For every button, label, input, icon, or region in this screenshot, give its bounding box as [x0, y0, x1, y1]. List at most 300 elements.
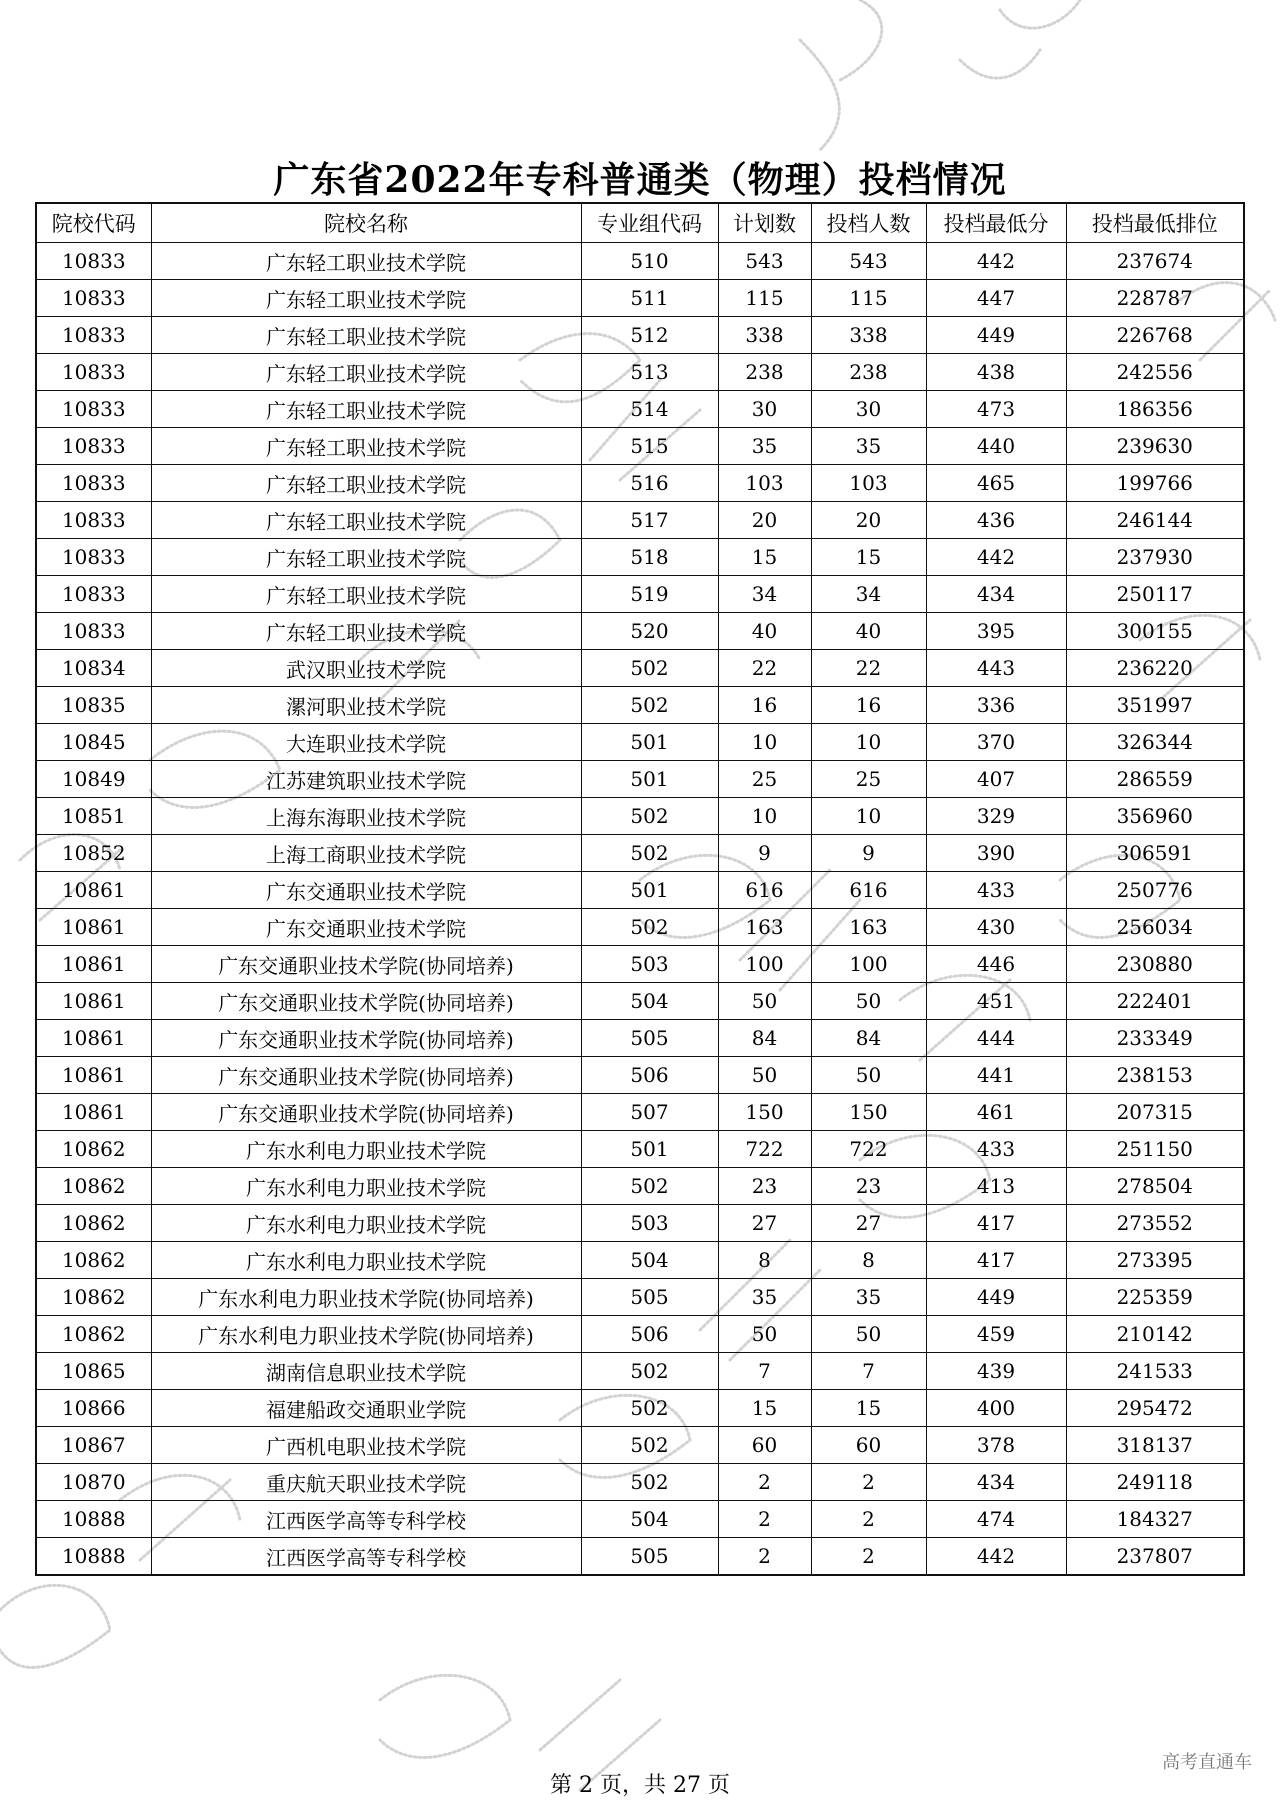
cell-min-rank: 199766 [1066, 465, 1244, 502]
cell-school-code: 10851 [36, 798, 151, 835]
cell-school-code: 10849 [36, 761, 151, 798]
cell-plan-count: 35 [718, 1279, 811, 1316]
cell-plan-count: 100 [718, 946, 811, 983]
cell-min-rank: 184327 [1066, 1501, 1244, 1538]
cell-school-name: 广东轻工职业技术学院 [151, 465, 581, 502]
cell-plan-count: 60 [718, 1427, 811, 1464]
cell-school-name: 广东交通职业技术学院 [151, 909, 581, 946]
cell-min-rank: 250117 [1066, 576, 1244, 613]
cell-school-code: 10833 [36, 465, 151, 502]
cell-plan-count: 50 [718, 1316, 811, 1353]
cell-plan-count: 20 [718, 502, 811, 539]
cell-admitted-count: 50 [811, 983, 926, 1020]
cell-min-score: 459 [926, 1316, 1066, 1353]
cell-min-score: 443 [926, 650, 1066, 687]
table-row [36, 539, 1244, 576]
cell-school-name: 广东交通职业技术学院(协同培养) [151, 946, 581, 983]
cell-plan-count: 9 [718, 835, 811, 872]
cell-min-rank: 318137 [1066, 1427, 1244, 1464]
cell-plan-count: 7 [718, 1353, 811, 1390]
cell-group-code: 502 [581, 1353, 718, 1390]
cell-group-code: 502 [581, 798, 718, 835]
cell-min-rank: 251150 [1066, 1131, 1244, 1168]
brand-label: 高考直通车 [1162, 1752, 1252, 1773]
cell-min-rank: 351997 [1066, 687, 1244, 724]
cell-school-code: 10865 [36, 1353, 151, 1390]
cell-school-code: 10866 [36, 1390, 151, 1427]
cell-admitted-count: 10 [811, 724, 926, 761]
cell-group-code: 502 [581, 1464, 718, 1501]
cell-plan-count: 8 [718, 1242, 811, 1279]
cell-admitted-count: 2 [811, 1501, 926, 1538]
cell-admitted-count: 23 [811, 1168, 926, 1205]
table-row [36, 317, 1244, 354]
cell-school-code: 10833 [36, 317, 151, 354]
cell-min-rank: 278504 [1066, 1168, 1244, 1205]
cell-group-code: 503 [581, 946, 718, 983]
cell-school-code: 10833 [36, 613, 151, 650]
cell-group-code: 502 [581, 909, 718, 946]
cell-group-code: 503 [581, 1205, 718, 1242]
cell-school-name: 广东水利电力职业技术学院(协同培养) [151, 1316, 581, 1353]
table-row [36, 872, 1244, 909]
cell-min-score: 442 [926, 1538, 1066, 1576]
cell-min-rank: 300155 [1066, 613, 1244, 650]
cell-min-score: 451 [926, 983, 1066, 1020]
cell-plan-count: 50 [718, 1057, 811, 1094]
cell-admitted-count: 35 [811, 1279, 926, 1316]
cell-plan-count: 2 [718, 1501, 811, 1538]
cell-admitted-count: 15 [811, 1390, 926, 1427]
cell-plan-count: 543 [718, 243, 811, 280]
cell-min-score: 440 [926, 428, 1066, 465]
cell-admitted-count: 2 [811, 1464, 926, 1501]
cell-group-code: 502 [581, 835, 718, 872]
cell-min-score: 449 [926, 1279, 1066, 1316]
cell-min-rank: 226768 [1066, 317, 1244, 354]
cell-group-code: 510 [581, 243, 718, 280]
cell-group-code: 505 [581, 1279, 718, 1316]
cell-group-code: 502 [581, 1390, 718, 1427]
cell-group-code: 512 [581, 317, 718, 354]
table-row [36, 983, 1244, 1020]
cell-min-score: 430 [926, 909, 1066, 946]
cell-admitted-count: 30 [811, 391, 926, 428]
cell-school-name: 广东轻工职业技术学院 [151, 391, 581, 428]
cell-school-code: 10833 [36, 428, 151, 465]
cell-plan-count: 150 [718, 1094, 811, 1131]
cell-plan-count: 115 [718, 280, 811, 317]
cell-school-name: 江苏建筑职业技术学院 [151, 761, 581, 798]
cell-school-name: 武汉职业技术学院 [151, 650, 581, 687]
cell-min-score: 370 [926, 724, 1066, 761]
cell-plan-count: 40 [718, 613, 811, 650]
cell-plan-count: 103 [718, 465, 811, 502]
page-title: 广东省2022年专科普通类（物理）投档情况 [273, 159, 1007, 201]
cell-school-code: 10870 [36, 1464, 151, 1501]
cell-min-score: 449 [926, 317, 1066, 354]
cell-school-code: 10888 [36, 1501, 151, 1538]
cell-min-rank: 237674 [1066, 243, 1244, 280]
cell-school-name: 广东交通职业技术学院 [151, 872, 581, 909]
cell-school-code: 10861 [36, 1057, 151, 1094]
cell-plan-count: 15 [718, 1390, 811, 1427]
cell-min-score: 413 [926, 1168, 1066, 1205]
table-row [36, 1390, 1244, 1427]
table-row [36, 502, 1244, 539]
cell-min-rank: 246144 [1066, 502, 1244, 539]
table-row [36, 687, 1244, 724]
cell-min-rank: 230880 [1066, 946, 1244, 983]
cell-plan-count: 10 [718, 724, 811, 761]
cell-min-score: 336 [926, 687, 1066, 724]
cell-school-name: 广东轻工职业技术学院 [151, 243, 581, 280]
cell-min-rank: 249118 [1066, 1464, 1244, 1501]
cell-admitted-count: 15 [811, 539, 926, 576]
cell-group-code: 504 [581, 1242, 718, 1279]
cell-plan-count: 16 [718, 687, 811, 724]
cell-min-rank: 250776 [1066, 872, 1244, 909]
cell-group-code: 502 [581, 687, 718, 724]
header-row [36, 203, 1244, 243]
table-row [36, 1020, 1244, 1057]
cell-group-code: 517 [581, 502, 718, 539]
cell-plan-count: 163 [718, 909, 811, 946]
cell-school-code: 10862 [36, 1205, 151, 1242]
cell-admitted-count: 338 [811, 317, 926, 354]
cell-min-score: 436 [926, 502, 1066, 539]
cell-group-code: 501 [581, 872, 718, 909]
cell-admitted-count: 9 [811, 835, 926, 872]
cell-min-rank: 241533 [1066, 1353, 1244, 1390]
table-row [36, 243, 1244, 280]
cell-min-score: 444 [926, 1020, 1066, 1057]
cell-admitted-count: 238 [811, 354, 926, 391]
cell-admitted-count: 7 [811, 1353, 926, 1390]
cell-min-rank: 286559 [1066, 761, 1244, 798]
cell-group-code: 502 [581, 1427, 718, 1464]
cell-school-code: 10833 [36, 280, 151, 317]
cell-min-score: 433 [926, 1131, 1066, 1168]
cell-min-rank: 356960 [1066, 798, 1244, 835]
cell-admitted-count: 50 [811, 1057, 926, 1094]
cell-admitted-count: 115 [811, 280, 926, 317]
cell-school-name: 广东交通职业技术学院(协同培养) [151, 1057, 581, 1094]
cell-admitted-count: 20 [811, 502, 926, 539]
cell-school-code: 10833 [36, 391, 151, 428]
cell-min-score: 474 [926, 1501, 1066, 1538]
cell-school-name: 广东水利电力职业技术学院(协同培养) [151, 1279, 581, 1316]
cell-admitted-count: 34 [811, 576, 926, 613]
cell-min-score: 441 [926, 1057, 1066, 1094]
table-row [36, 798, 1244, 835]
cell-school-code: 10862 [36, 1168, 151, 1205]
cell-group-code: 504 [581, 1501, 718, 1538]
cell-school-name: 广东轻工职业技术学院 [151, 576, 581, 613]
cell-admitted-count: 2 [811, 1538, 926, 1576]
col-school-name: 院校名称 [151, 203, 581, 243]
cell-school-code: 10861 [36, 946, 151, 983]
cell-school-name: 广东水利电力职业技术学院 [151, 1131, 581, 1168]
table-row [36, 909, 1244, 946]
cell-admitted-count: 16 [811, 687, 926, 724]
table-row [36, 1464, 1244, 1501]
cell-plan-count: 34 [718, 576, 811, 613]
cell-group-code: 504 [581, 983, 718, 1020]
table-row [36, 576, 1244, 613]
cell-plan-count: 15 [718, 539, 811, 576]
cell-min-rank: 236220 [1066, 650, 1244, 687]
cell-school-name: 广东交通职业技术学院(协同培养) [151, 1020, 581, 1057]
cell-school-code: 10862 [36, 1316, 151, 1353]
cell-admitted-count: 543 [811, 243, 926, 280]
cell-group-code: 502 [581, 1168, 718, 1205]
cell-school-name: 重庆航天职业技术学院 [151, 1464, 581, 1501]
cell-school-name: 广东水利电力职业技术学院 [151, 1168, 581, 1205]
cell-min-score: 378 [926, 1427, 1066, 1464]
cell-admitted-count: 616 [811, 872, 926, 909]
cell-admitted-count: 103 [811, 465, 926, 502]
cell-admitted-count: 8 [811, 1242, 926, 1279]
cell-min-score: 407 [926, 761, 1066, 798]
table-row [36, 1094, 1244, 1131]
col-group-code: 专业组代码 [581, 203, 718, 243]
cell-group-code: 516 [581, 465, 718, 502]
cell-school-name: 广东轻工职业技术学院 [151, 613, 581, 650]
cell-min-rank: 210142 [1066, 1316, 1244, 1353]
cell-min-score: 465 [926, 465, 1066, 502]
cell-plan-count: 10 [718, 798, 811, 835]
cell-school-code: 10845 [36, 724, 151, 761]
cell-min-rank: 237930 [1066, 539, 1244, 576]
page-number: 第 2 页，共 27 页 [550, 1773, 730, 1798]
cell-admitted-count: 35 [811, 428, 926, 465]
cell-min-rank: 186356 [1066, 391, 1244, 428]
cell-group-code: 513 [581, 354, 718, 391]
cell-school-name: 上海东海职业技术学院 [151, 798, 581, 835]
cell-admitted-count: 50 [811, 1316, 926, 1353]
cell-plan-count: 25 [718, 761, 811, 798]
cell-school-name: 漯河职业技术学院 [151, 687, 581, 724]
cell-min-score: 438 [926, 354, 1066, 391]
table-row [36, 613, 1244, 650]
cell-group-code: 511 [581, 280, 718, 317]
table-row [36, 1168, 1244, 1205]
col-min-rank: 投档最低排位 [1066, 203, 1244, 243]
cell-min-rank: 239630 [1066, 428, 1244, 465]
cell-admitted-count: 150 [811, 1094, 926, 1131]
cell-school-name: 广东轻工职业技术学院 [151, 502, 581, 539]
table-row [36, 946, 1244, 983]
table-header [36, 203, 1244, 243]
cell-min-score: 417 [926, 1242, 1066, 1279]
cell-group-code: 520 [581, 613, 718, 650]
cell-school-name: 福建船政交通职业学院 [151, 1390, 581, 1427]
cell-school-name: 广东水利电力职业技术学院 [151, 1205, 581, 1242]
cell-school-code: 10833 [36, 354, 151, 391]
table-row [36, 761, 1244, 798]
cell-school-code: 10862 [36, 1242, 151, 1279]
cell-plan-count: 22 [718, 650, 811, 687]
cell-group-code: 502 [581, 650, 718, 687]
cell-min-rank: 306591 [1066, 835, 1244, 872]
cell-school-name: 广东交通职业技术学院(协同培养) [151, 983, 581, 1020]
table-row [36, 280, 1244, 317]
cell-school-name: 江西医学高等专科学校 [151, 1501, 581, 1538]
table-row [36, 1057, 1244, 1094]
cell-min-rank: 237807 [1066, 1538, 1244, 1576]
cell-school-name: 广东轻工职业技术学院 [151, 317, 581, 354]
table-row [36, 354, 1244, 391]
cell-school-name: 广东交通职业技术学院(协同培养) [151, 1094, 581, 1131]
admission-table [35, 202, 1245, 1576]
cell-group-code: 506 [581, 1057, 718, 1094]
cell-plan-count: 722 [718, 1131, 811, 1168]
table-body [36, 243, 1244, 1576]
cell-plan-count: 84 [718, 1020, 811, 1057]
cell-school-name: 广东轻工职业技术学院 [151, 539, 581, 576]
cell-group-code: 505 [581, 1020, 718, 1057]
cell-min-rank: 256034 [1066, 909, 1244, 946]
cell-min-rank: 207315 [1066, 1094, 1244, 1131]
cell-min-rank: 242556 [1066, 354, 1244, 391]
cell-plan-count: 50 [718, 983, 811, 1020]
cell-school-code: 10861 [36, 909, 151, 946]
table-row [36, 391, 1244, 428]
col-min-score: 投档最低分 [926, 203, 1066, 243]
cell-min-rank: 225359 [1066, 1279, 1244, 1316]
cell-plan-count: 238 [718, 354, 811, 391]
cell-plan-count: 2 [718, 1464, 811, 1501]
cell-admitted-count: 22 [811, 650, 926, 687]
cell-min-score: 473 [926, 391, 1066, 428]
cell-school-code: 10861 [36, 1094, 151, 1131]
table-row [36, 650, 1244, 687]
cell-plan-count: 23 [718, 1168, 811, 1205]
cell-school-name: 广西机电职业技术学院 [151, 1427, 581, 1464]
cell-school-name: 广东水利电力职业技术学院 [151, 1242, 581, 1279]
cell-min-rank: 222401 [1066, 983, 1244, 1020]
cell-min-rank: 295472 [1066, 1390, 1244, 1427]
cell-plan-count: 27 [718, 1205, 811, 1242]
cell-min-rank: 326344 [1066, 724, 1244, 761]
cell-admitted-count: 60 [811, 1427, 926, 1464]
cell-school-code: 10834 [36, 650, 151, 687]
cell-min-rank: 273395 [1066, 1242, 1244, 1279]
cell-school-code: 10862 [36, 1279, 151, 1316]
cell-plan-count: 2 [718, 1538, 811, 1576]
table-row [36, 1501, 1244, 1538]
cell-min-score: 417 [926, 1205, 1066, 1242]
cell-school-name: 大连职业技术学院 [151, 724, 581, 761]
cell-group-code: 507 [581, 1094, 718, 1131]
cell-min-score: 461 [926, 1094, 1066, 1131]
table-row [36, 1353, 1244, 1390]
cell-group-code: 505 [581, 1538, 718, 1576]
cell-min-rank: 238153 [1066, 1057, 1244, 1094]
cell-min-score: 434 [926, 1464, 1066, 1501]
cell-admitted-count: 163 [811, 909, 926, 946]
table-row [36, 724, 1244, 761]
cell-school-code: 10867 [36, 1427, 151, 1464]
cell-admitted-count: 100 [811, 946, 926, 983]
table-row [36, 1316, 1244, 1353]
cell-school-code: 10852 [36, 835, 151, 872]
cell-school-code: 10833 [36, 576, 151, 613]
cell-school-name: 广东轻工职业技术学院 [151, 428, 581, 465]
cell-group-code: 515 [581, 428, 718, 465]
table-row [36, 1205, 1244, 1242]
cell-min-score: 395 [926, 613, 1066, 650]
cell-school-code: 10861 [36, 983, 151, 1020]
cell-group-code: 518 [581, 539, 718, 576]
cell-admitted-count: 27 [811, 1205, 926, 1242]
cell-group-code: 514 [581, 391, 718, 428]
table-row [36, 1279, 1244, 1316]
cell-school-code: 10862 [36, 1131, 151, 1168]
cell-school-name: 湖南信息职业技术学院 [151, 1353, 581, 1390]
cell-min-score: 400 [926, 1390, 1066, 1427]
cell-school-name: 广东轻工职业技术学院 [151, 354, 581, 391]
cell-min-score: 433 [926, 872, 1066, 909]
cell-min-score: 442 [926, 243, 1066, 280]
cell-school-code: 10888 [36, 1538, 151, 1576]
cell-group-code: 501 [581, 1131, 718, 1168]
cell-group-code: 506 [581, 1316, 718, 1353]
cell-min-score: 390 [926, 835, 1066, 872]
cell-admitted-count: 40 [811, 613, 926, 650]
cell-min-score: 446 [926, 946, 1066, 983]
cell-min-rank: 233349 [1066, 1020, 1244, 1057]
cell-min-score: 442 [926, 539, 1066, 576]
col-plan-count: 计划数 [718, 203, 811, 243]
cell-plan-count: 35 [718, 428, 811, 465]
cell-school-code: 10833 [36, 539, 151, 576]
cell-plan-count: 30 [718, 391, 811, 428]
cell-min-score: 329 [926, 798, 1066, 835]
cell-min-rank: 273552 [1066, 1205, 1244, 1242]
table-row [36, 428, 1244, 465]
table-row [36, 1131, 1244, 1168]
table-row [36, 835, 1244, 872]
cell-school-code: 10861 [36, 1020, 151, 1057]
table-row [36, 1242, 1244, 1279]
table-row [36, 1538, 1244, 1576]
cell-min-score: 447 [926, 280, 1066, 317]
col-school-code: 院校代码 [36, 203, 151, 243]
cell-min-rank: 228787 [1066, 280, 1244, 317]
cell-school-code: 10833 [36, 502, 151, 539]
cell-school-name: 广东轻工职业技术学院 [151, 280, 581, 317]
cell-school-code: 10835 [36, 687, 151, 724]
table-row [36, 465, 1244, 502]
cell-min-score: 439 [926, 1353, 1066, 1390]
cell-plan-count: 338 [718, 317, 811, 354]
cell-admitted-count: 25 [811, 761, 926, 798]
cell-school-code: 10833 [36, 243, 151, 280]
cell-school-code: 10861 [36, 872, 151, 909]
cell-group-code: 501 [581, 724, 718, 761]
col-admitted-count: 投档人数 [811, 203, 926, 243]
cell-group-code: 519 [581, 576, 718, 613]
table-row [36, 1427, 1244, 1464]
cell-admitted-count: 10 [811, 798, 926, 835]
cell-admitted-count: 84 [811, 1020, 926, 1057]
cell-school-name: 上海工商职业技术学院 [151, 835, 581, 872]
cell-min-score: 434 [926, 576, 1066, 613]
cell-group-code: 501 [581, 761, 718, 798]
cell-plan-count: 616 [718, 872, 811, 909]
